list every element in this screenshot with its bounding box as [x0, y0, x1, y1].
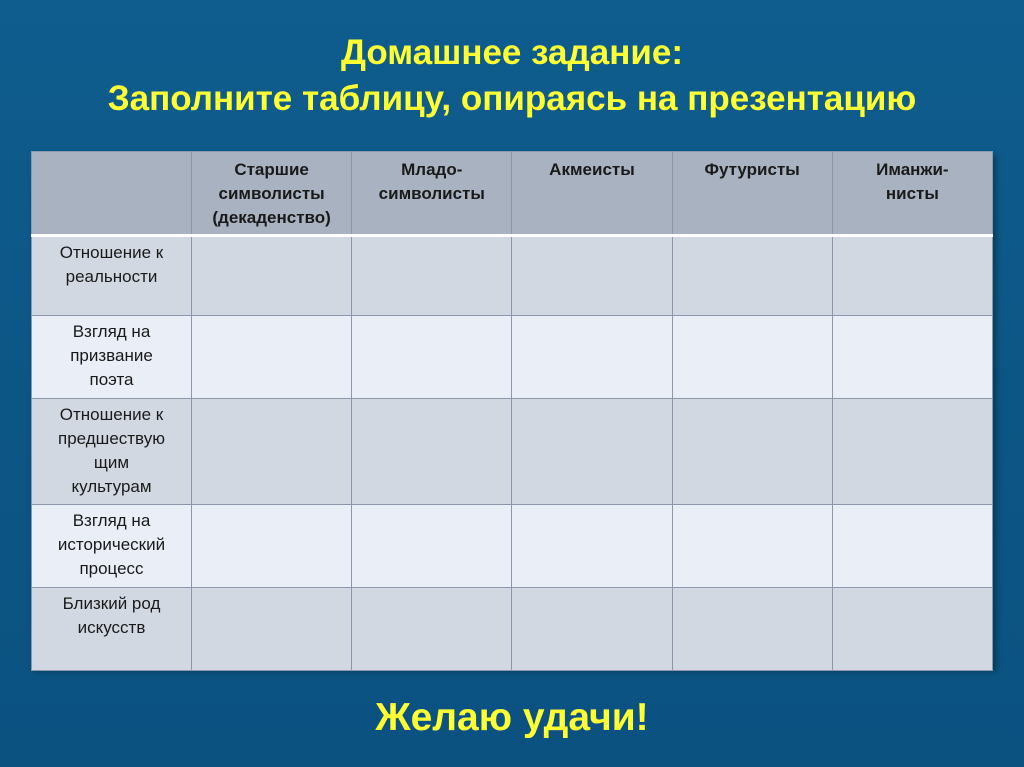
- column-header-line: символисты: [218, 184, 325, 203]
- table-cell: [832, 399, 992, 505]
- table-cell: [352, 236, 512, 316]
- row-header-line: реальности: [65, 267, 158, 286]
- column-header-line: Футуристы: [704, 160, 800, 179]
- table-cell: [672, 505, 832, 588]
- table-cell: [672, 316, 832, 399]
- row-header-line: щим: [93, 453, 130, 472]
- slide-title: [0, 30, 1024, 122]
- row-header-line: Отношение к: [59, 405, 164, 424]
- table-cell: [192, 505, 352, 588]
- row-header: [32, 316, 192, 399]
- column-header-line: символисты: [378, 184, 485, 203]
- table-corner-cell: [32, 152, 192, 236]
- column-header: [192, 152, 352, 236]
- column-header-line: нисты: [885, 184, 939, 203]
- row-header-line: поэта: [89, 370, 134, 389]
- row-header: [32, 505, 192, 588]
- table-cell: [192, 316, 352, 399]
- column-header: [512, 152, 672, 236]
- table-cell: [192, 236, 352, 316]
- title-line-2: Заполните таблицу, опираясь на презентацию: [107, 79, 917, 118]
- table-row: [32, 399, 993, 505]
- table-cell: [672, 399, 832, 505]
- table-cell: [832, 505, 992, 588]
- row-header-line: Взгляд на: [72, 511, 151, 530]
- table-cell: [832, 588, 992, 671]
- column-header-line: Иманжи-: [876, 160, 949, 179]
- table-cell: [672, 588, 832, 671]
- row-header-line: призвание: [70, 346, 153, 365]
- table-cell: [512, 399, 672, 505]
- column-header: [672, 152, 832, 236]
- row-header-line: культурам: [71, 477, 152, 496]
- title-line-1: Домашнее задание:: [340, 33, 683, 72]
- column-header: [352, 152, 512, 236]
- table-cell: [672, 236, 832, 316]
- table-cell: [352, 588, 512, 671]
- table-cell: [512, 316, 672, 399]
- table-cell: [192, 588, 352, 671]
- row-header-line: искусств: [77, 618, 146, 637]
- row-header-line: Взгляд на: [72, 322, 151, 341]
- row-header: [32, 236, 192, 316]
- table-cell: [512, 236, 672, 316]
- good-luck-message: Желаю удачи!: [375, 696, 649, 739]
- row-header-line: Близкий род: [62, 594, 161, 613]
- column-header-line: Акмеисты: [549, 160, 635, 179]
- table-row: [32, 505, 993, 588]
- row-header: [32, 588, 192, 671]
- homework-table: [31, 151, 993, 667]
- column-header-line: (декаденство): [212, 208, 331, 227]
- table-cell: [352, 316, 512, 399]
- row-header-line: предшествую: [58, 429, 165, 448]
- column-header-line: Младо-: [401, 160, 463, 179]
- table-cell: [352, 505, 512, 588]
- table-cell: [832, 316, 992, 399]
- row-header-line: процесс: [79, 559, 144, 578]
- table-row: [32, 588, 993, 671]
- table-row: [32, 316, 993, 399]
- table-cell: [832, 236, 992, 316]
- table-header-row: [32, 152, 993, 236]
- table-cell: [192, 399, 352, 505]
- column-header: [832, 152, 992, 236]
- table-cell: [512, 505, 672, 588]
- table-cell: [352, 399, 512, 505]
- table-row: [32, 236, 993, 316]
- column-header-line: Старшие: [234, 160, 309, 179]
- row-header: [32, 399, 192, 505]
- homework-table-grid: [31, 151, 993, 671]
- row-header-line: Отношение к: [59, 243, 164, 262]
- table-cell: [512, 588, 672, 671]
- row-header-line: исторический: [57, 535, 166, 554]
